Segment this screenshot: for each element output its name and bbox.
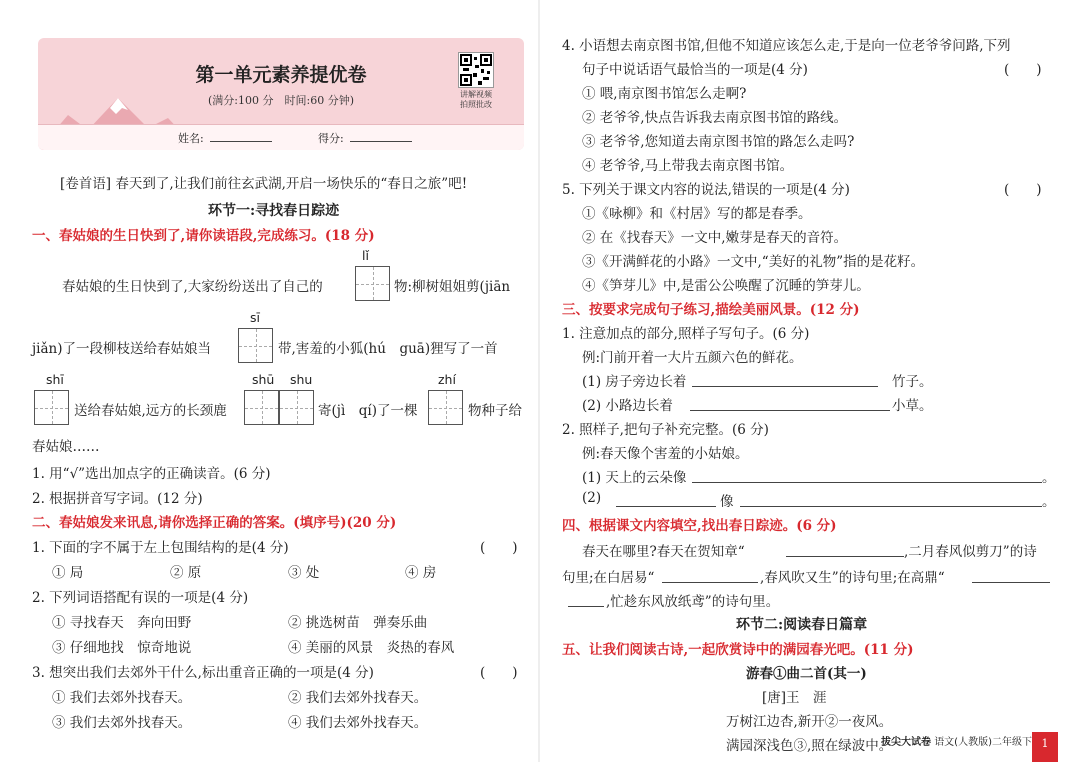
q2-s5: 5. 下列关于课文内容的说法,错误的一项是(4 分) xyxy=(562,182,850,198)
q3-example2: 例:春天像个害羞的小姑娘。 xyxy=(582,446,749,462)
qr-code-icon[interactable] xyxy=(458,52,494,88)
q1-line2b: 带,害羞的小狐(hú guā)狸写了一首 xyxy=(278,341,498,357)
q3-a2-prefix: (2) 小路边长着 xyxy=(582,398,673,414)
q4-blank1[interactable] xyxy=(786,540,904,557)
q2-s3-opt3: ③ 我们去郊外找春天。 xyxy=(52,715,192,731)
q2-s2-opt1: ① 寻找春天 奔向田野 xyxy=(52,615,192,631)
test-title: 第一单元素养提优卷 xyxy=(195,64,367,86)
q2-s3-opt2: ② 我们去郊外找春天。 xyxy=(288,690,428,706)
q4-title: 四、根据课文内容填空,找出春日踪迹。(6 分) xyxy=(562,518,837,534)
q2-s5-opt3: ③《开满鲜花的小路》一文中,“美好的礼物”指的是花籽。 xyxy=(582,254,925,270)
char-box-shu2[interactable] xyxy=(279,390,314,425)
char-box-li[interactable] xyxy=(355,266,390,301)
q2-s1-opt1: ① 局 xyxy=(52,565,84,581)
q2-s1-opt4: ④ 房 xyxy=(405,565,437,581)
q2-s5-opt1: ①《咏柳》和《村居》写的都是春季。 xyxy=(582,206,812,222)
pinyin-si: sī xyxy=(250,310,260,325)
name-label: 姓名: xyxy=(178,132,204,145)
q1-line1a: 春姑娘的生日快到了,大家纷纷送出了自己的 xyxy=(62,279,323,295)
pinyin-zhi: zhí xyxy=(438,372,456,387)
q2-s4-opt3: ③ 老爷爷,您知道去南京图书馆的路怎么走吗? xyxy=(582,134,855,150)
q3-b2-prefix: (2) xyxy=(582,490,602,506)
pinyin-shu: shū xyxy=(252,372,275,387)
q2-s3: 3. 想突出我们去郊外干什么,标出重音正确的一项是(4 分) xyxy=(32,665,374,681)
q2-s5-opt4: ④《笋芽儿》中,是雷公公唤醒了沉睡的笋芽儿。 xyxy=(582,278,870,294)
q3-s1: 1. 注意加点的部分,照样子写句子。(6 分) xyxy=(562,326,810,342)
q3-b2-blank1[interactable] xyxy=(616,490,716,507)
char-box-zhi[interactable] xyxy=(428,390,463,425)
q1-sub2: 2. 根据拼音写字词。(12 分) xyxy=(32,491,203,507)
footer-brand: 拔尖大试卷 xyxy=(881,737,931,748)
q3-a2-suffix: 小草。 xyxy=(892,398,933,414)
q2-s2: 2. 下列词语搭配有误的一项是(4 分) xyxy=(32,590,249,606)
q2-s1-opt3: ③ 处 xyxy=(288,565,320,581)
q1-line2a: jiǎn)了一段柳枝送给春姑娘当 xyxy=(32,341,212,357)
q2-s4-opt1: ① 喂,南京图书馆怎么走啊? xyxy=(582,86,747,102)
char-box-si[interactable] xyxy=(238,328,273,363)
q2-s3-opt4: ④ 我们去郊外找春天。 xyxy=(288,715,428,731)
q4-line2b: ,春风吹又生”的诗句里;在高鼎“ xyxy=(760,570,945,586)
poem-title: 游春①曲二首(其一) xyxy=(746,666,867,682)
q1-line3a: 送给春姑娘,远方的长颈鹿 xyxy=(74,403,227,419)
q3-b2-mid: 像 xyxy=(720,494,734,510)
qr-caption: 讲解视频 拍照批改 xyxy=(460,90,492,109)
q2-s2-opt2: ② 挑选树苗 弹奏乐曲 xyxy=(288,615,428,631)
q1-title: 一、春姑娘的生日快到了,请你读语段,完成练习。(18 分) xyxy=(32,228,375,244)
score-field[interactable] xyxy=(350,129,412,142)
q3-example1: 例:门前开着一大片五颜六色的鲜花。 xyxy=(582,350,803,366)
q1-sub1: 1. 用“√”选出加点字的正确读音。(6 分) xyxy=(32,466,271,482)
q5-title: 五、让我们阅读古诗,一起欣赏诗中的满园春光吧。(11 分) xyxy=(562,642,914,658)
q2-s4-line2: 句子中说话语气最恰当的一项是(4 分) xyxy=(582,62,808,78)
name-score-bar xyxy=(38,124,524,150)
poem-line2: 满园深浅色③,照在绿波中。 xyxy=(726,738,893,754)
q4-blank3-cont[interactable] xyxy=(568,590,604,607)
q3-b1-blank[interactable] xyxy=(692,466,1042,483)
page-number: 1 xyxy=(1032,732,1058,762)
pinyin-li: lǐ xyxy=(362,248,369,263)
q3-a2-blank[interactable] xyxy=(690,394,890,411)
footer xyxy=(881,733,1032,748)
pinyin-shu2: shu xyxy=(290,372,313,387)
score-label: 得分: xyxy=(318,132,344,145)
char-box-shi[interactable] xyxy=(34,390,69,425)
answer-paren-3[interactable]: ( ) xyxy=(480,665,518,681)
score-info: (满分:100 分 时间:60 分钟) xyxy=(208,94,354,107)
q4-line3: ,忙趁东风放纸鸢”的诗句里。 xyxy=(606,594,780,610)
q2-s5-opt2: ② 在《找春天》一文中,嫩芽是春天的音符。 xyxy=(582,230,848,246)
q2-s4-opt4: ④ 老爷爷,马上带我去南京图书馆。 xyxy=(582,158,794,174)
q2-s1-opt2: ② 原 xyxy=(170,565,202,581)
right-page xyxy=(540,0,1080,762)
poem-author: [唐]王 涯 xyxy=(762,690,827,706)
q3-b1-end: 。 xyxy=(1042,470,1056,486)
name-field[interactable] xyxy=(210,129,272,142)
q4-blank2[interactable] xyxy=(662,566,758,583)
q3-b1-prefix: (1) 天上的云朵像 xyxy=(582,470,687,486)
q4-blank3[interactable] xyxy=(972,566,1050,583)
section1-title: 环节一:寻找春日踪迹 xyxy=(208,203,340,219)
intro-text: [卷首语] 春天到了,让我们前往玄武湖,开启一场快乐的“春日之旅”吧! xyxy=(60,176,468,192)
q2-s1: 1. 下面的字不属于左上包围结构的是(4 分) xyxy=(32,540,289,556)
section2-title: 环节二:阅读春日篇章 xyxy=(736,617,868,633)
q2-s4-line1: 4. 小语想去南京图书馆,但他不知道应该怎么走,于是向一位老爷爷问路,下列 xyxy=(562,38,1011,54)
q1-line4: 春姑娘…… xyxy=(32,439,100,455)
q1-line3c: 物种子给 xyxy=(468,403,522,419)
q2-s2-opt3: ③ 仔细地找 惊奇地说 xyxy=(52,640,192,656)
q2-s3-opt1: ① 我们去郊外找春天。 xyxy=(52,690,192,706)
answer-paren-4[interactable]: ( ) xyxy=(1004,62,1042,78)
q3-a1-prefix: (1) 房子旁边长着 xyxy=(582,374,687,390)
q1-line3b: 寄(jì qí)了一棵 xyxy=(318,403,418,419)
q3-s2: 2. 照样子,把句子补充完整。(6 分) xyxy=(562,422,769,438)
char-box-shu1[interactable] xyxy=(244,390,279,425)
q3-title: 三、按要求完成句子练习,描绘美丽风景。(12 分) xyxy=(562,302,860,318)
q3-a1-suffix: 竹子。 xyxy=(892,374,933,390)
q4-line2a: 句里;在白居易“ xyxy=(562,570,655,586)
q3-a1-blank[interactable] xyxy=(692,370,878,387)
answer-paren-5[interactable]: ( ) xyxy=(1004,182,1042,198)
footer-subject: 语文(人教版)二年级下 xyxy=(934,737,1032,748)
q4-line1b: ,二月春风似剪刀”的诗 xyxy=(904,544,1037,560)
q3-b2-blank2[interactable] xyxy=(740,490,1042,507)
q2-s4-opt2: ② 老爷爷,快点告诉我去南京图书馆的路线。 xyxy=(582,110,848,126)
q3-b2-end: 。 xyxy=(1042,494,1056,510)
q2-s2-opt4: ④ 美丽的风景 炎热的春风 xyxy=(288,640,455,656)
answer-paren-1[interactable]: ( ) xyxy=(480,540,518,556)
poem-line1: 万树江边杏,新开②一夜风。 xyxy=(726,714,893,730)
q2-title: 二、春姑娘发来讯息,请你选择正确的答案。(填序号)(20 分) xyxy=(32,515,397,531)
q1-line1b: 物:柳树姐姐剪(jiān xyxy=(394,279,511,295)
test-header xyxy=(38,38,524,150)
q4-line1a: 春天在哪里?春天在贺知章“ xyxy=(582,544,745,560)
pinyin-shi: shī xyxy=(46,372,64,387)
